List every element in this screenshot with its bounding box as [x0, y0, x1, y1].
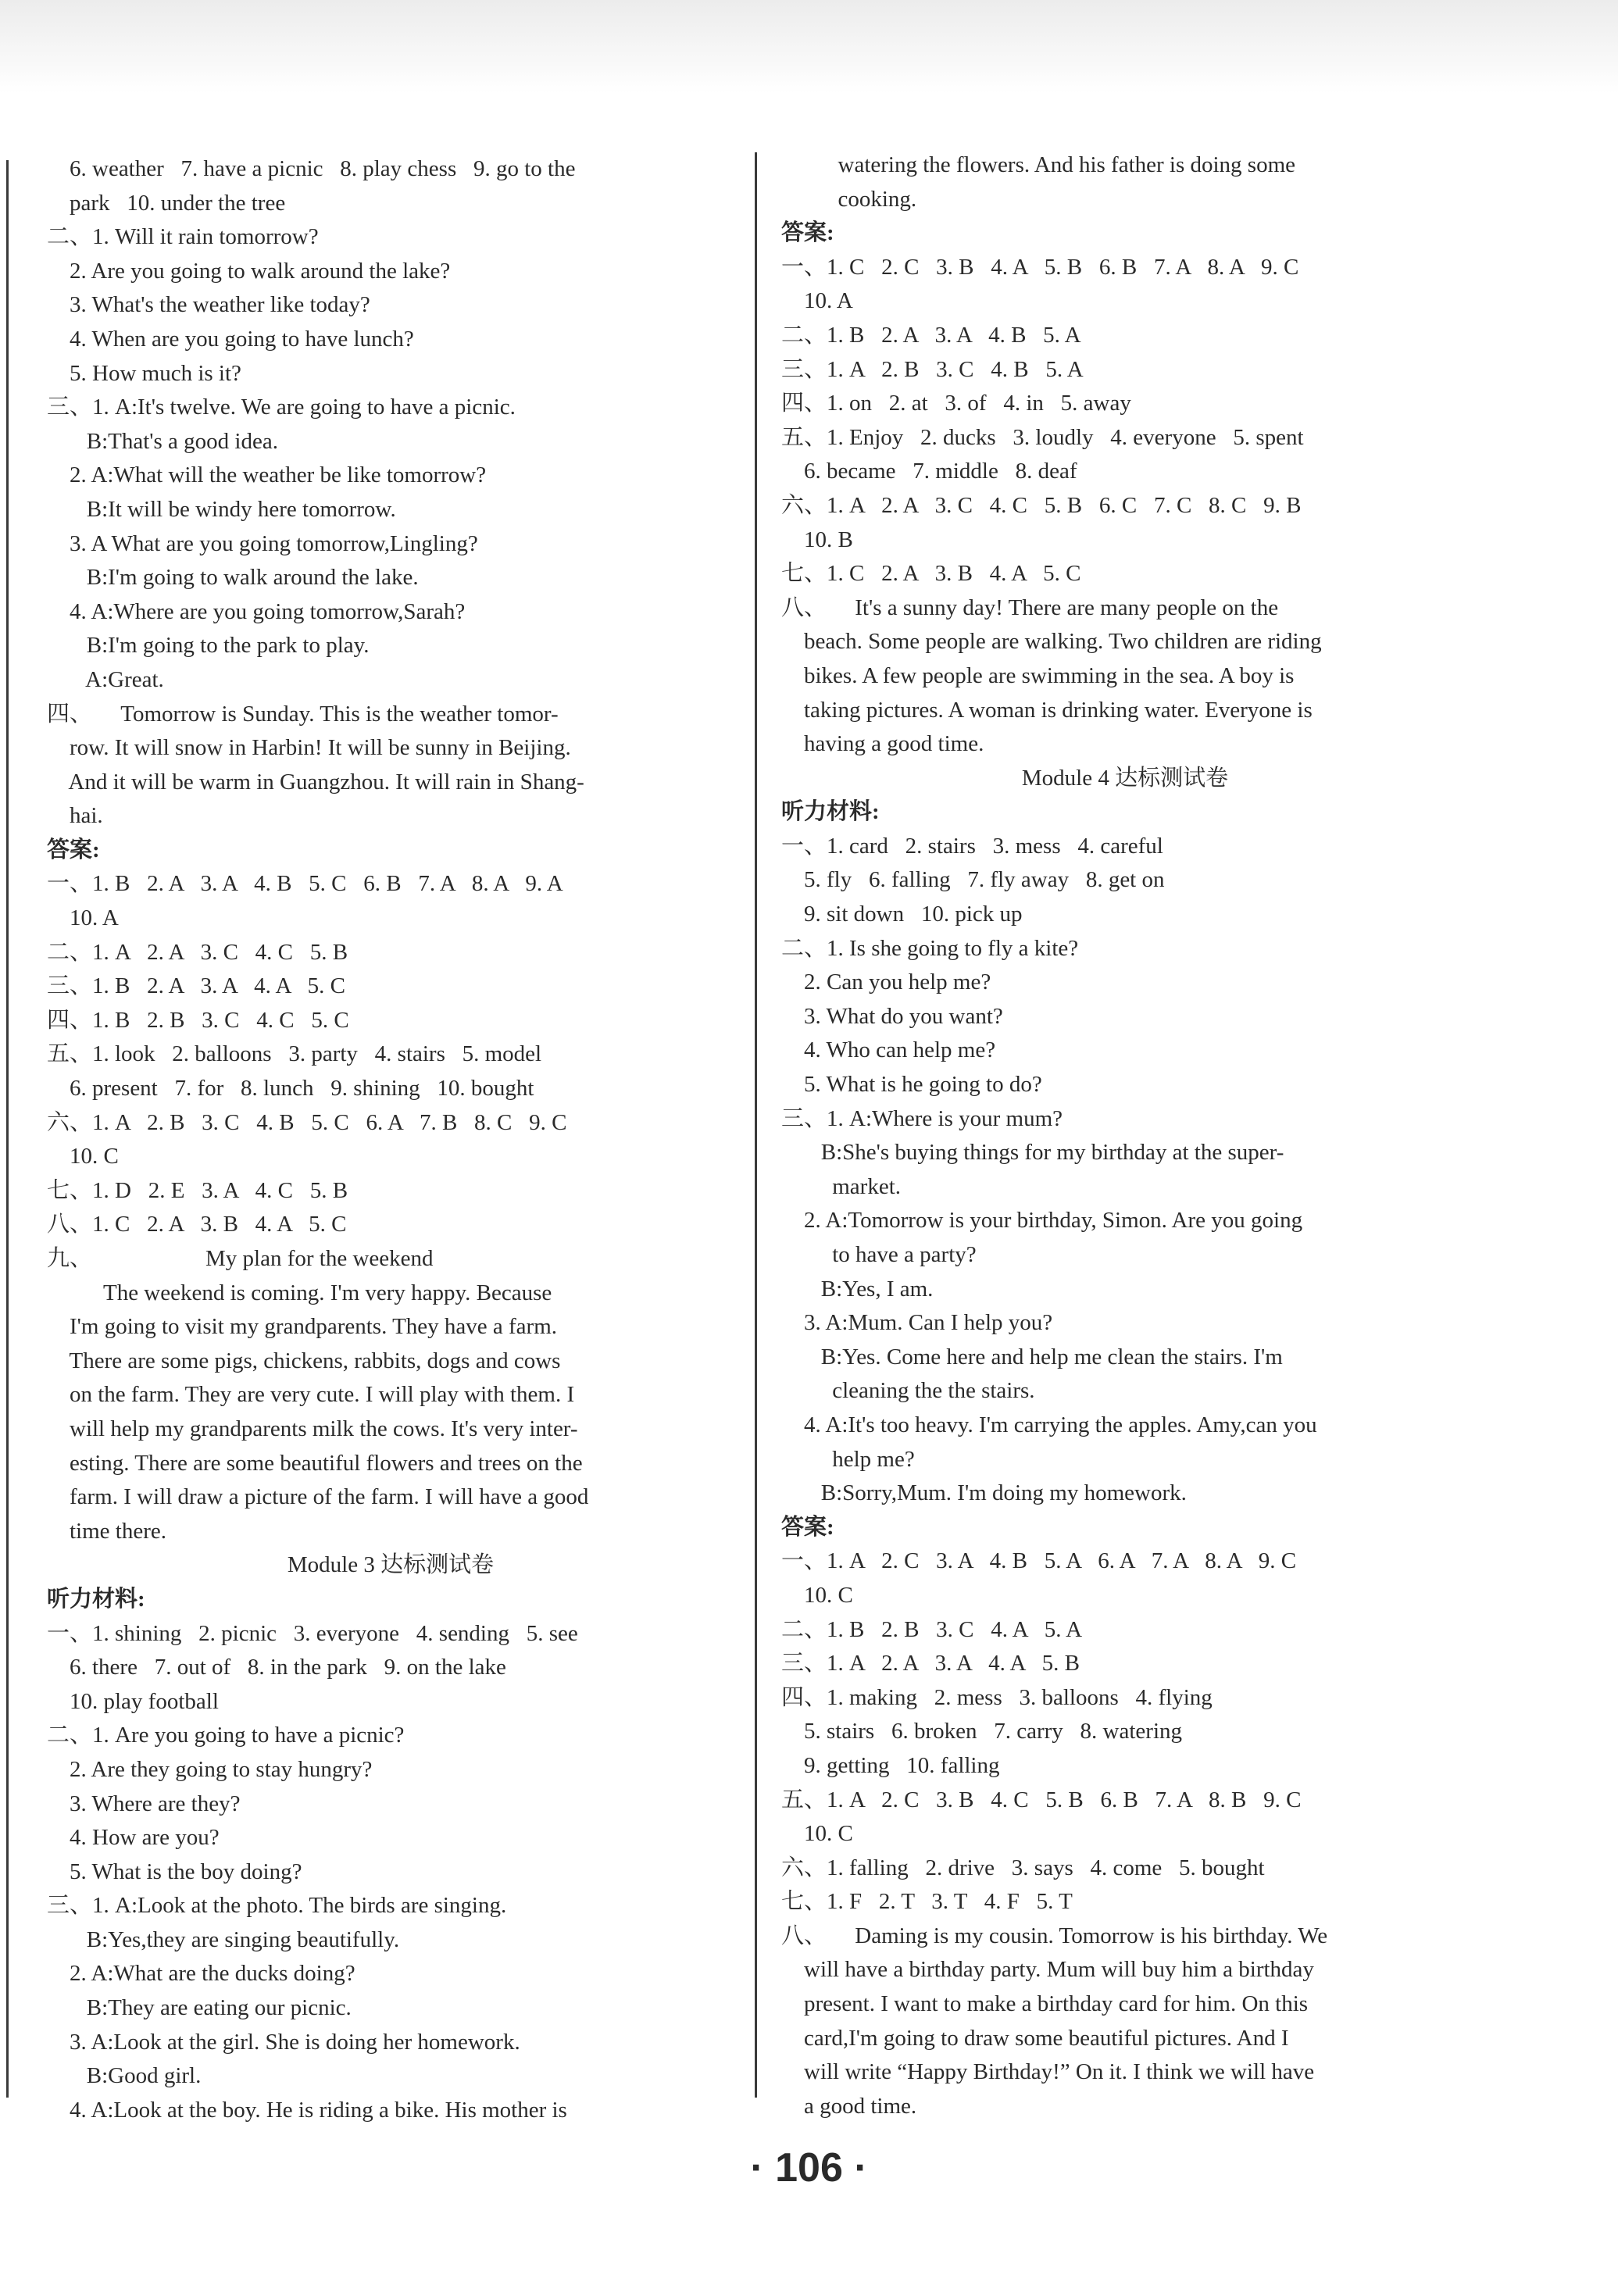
left-line: 10. A: [47, 905, 119, 931]
right-line: 六、1. A 2. A 3. C 4. C 5. B 6. C 7. C 8. C 9. B: [781, 492, 1302, 518]
left-line: 3. A What are you going tomorrow,Lingling?: [47, 530, 478, 556]
right-line: taking pictures. A woman is drinking water. Everyone is: [781, 697, 1313, 723]
left-line: 4. How are you?: [47, 1825, 220, 1851]
right-column: [781, 148, 1469, 2123]
page-number: · 106 ·: [750, 2145, 868, 2191]
page-top-shading: [0, 0, 1618, 94]
right-line: 9. sit down 10. pick up: [781, 902, 1023, 927]
right-line: 四、1. making 2. mess 3. balloons 4. flying: [781, 1684, 1213, 1710]
right-line: 4. Who can help me?: [781, 1037, 996, 1063]
right-line: a good time.: [781, 2093, 917, 2119]
left-line: 三、1. B 2. A 3. A 4. A 5. C: [47, 973, 345, 999]
right-line: will have a birthday party. Mum will buy him a birthday: [781, 1957, 1314, 1983]
left-line: park 10. under the tree: [47, 190, 286, 216]
right-line: B:Sorry,Mum. I'm doing my homework.: [781, 1480, 1187, 1506]
left-column: [47, 152, 734, 2127]
left-line: B:I'm going to walk around the lake.: [47, 565, 419, 591]
left-line: esting. There are some beautiful flowers and trees on the: [47, 1450, 583, 1476]
right-line: 答案:: [781, 220, 834, 246]
left-line: 二、1. A 2. A 3. C 4. C 5. B: [47, 939, 348, 965]
left-line: 10. play football: [47, 1688, 219, 1714]
right-line: will write “Happy Birthday!” On it. I think we will have: [781, 2059, 1315, 2085]
left-line: 5. What is the boy doing?: [47, 1859, 302, 1884]
left-line: 听力材料:: [47, 1586, 145, 1612]
left-line: 二、1. Are you going to have a picnic?: [47, 1723, 405, 1748]
right-line: 三、1. A 2. A 3. A 4. A 5. B: [781, 1651, 1080, 1676]
right-line: 六、1. falling 2. drive 3. says 4. come 5. bought: [781, 1855, 1265, 1880]
right-line: 2. A:Tomorrow is your birthday, Simon. Are you going: [781, 1208, 1303, 1234]
right-line: 4. A:It's too heavy. I'm carrying the apples. Amy,can you: [781, 1412, 1317, 1437]
right-line: 10. C: [781, 1821, 853, 1847]
left-line: B:I'm going to the park to play.: [47, 633, 370, 659]
right-line: watering the flowers. And his father is doing some: [781, 152, 1296, 177]
left-line: on the farm. They are very cute. I will play with them. I: [47, 1382, 575, 1408]
right-line: card,I'm going to draw some beautiful pictures. And I: [781, 2025, 1289, 2051]
left-line: 八、1. C 2. A 3. B 4. A 5. C: [47, 1212, 347, 1237]
left-line: farm. I will draw a picture of the farm. I will have a good: [47, 1484, 589, 1510]
left-line: 答案:: [47, 837, 100, 862]
right-line: B:Yes, I am.: [781, 1276, 934, 1302]
left-margin-rule: [6, 160, 9, 2098]
left-line: 五、1. look 2. balloons 3. party 4. stairs 5. model: [47, 1041, 542, 1067]
left-line: 6. present 7. for 8. lunch 9. shining 10. bought: [47, 1076, 534, 1102]
left-line: There are some pigs, chickens, rabbits, dogs and cows: [47, 1348, 561, 1373]
right-line: 五、1. A 2. C 3. B 4. C 5. B 6. B 7. A 8. B 9. C: [781, 1787, 1302, 1812]
left-line: 一、1. B 2. A 3. A 4. B 5. C 6. B 7. A 8. A 9. A: [47, 871, 563, 897]
right-line: 听力材料:: [781, 799, 880, 825]
left-line: B:That's a good idea.: [47, 428, 278, 454]
right-line: 5. fly 6. falling 7. fly away 8. get on: [781, 867, 1165, 893]
right-line: 二、1. Is she going to fly a kite?: [781, 935, 1079, 961]
left-line: 10. C: [47, 1144, 119, 1169]
right-line: 3. What do you want?: [781, 1003, 1003, 1029]
left-line: I'm going to visit my grandparents. They have a farm.: [47, 1314, 558, 1340]
left-line: B:They are eating our picnic.: [47, 1995, 352, 2021]
left-line: row. It will snow in Harbin! It will be sunny in Beijing.: [47, 735, 571, 761]
left-line: B:It will be windy here tomorrow.: [47, 496, 396, 522]
left-line: 九、 My plan for the weekend: [47, 1246, 434, 1271]
right-line: 答案:: [781, 1514, 834, 1540]
right-line: bikes. A few people are swimming in the sea. A boy is: [781, 662, 1295, 688]
left-line: hai.: [47, 803, 103, 829]
left-line: 二、1. Will it rain tomorrow?: [47, 224, 319, 250]
right-line: help me?: [781, 1446, 915, 1472]
left-line: 3. Where are they?: [47, 1791, 241, 1816]
right-line: cooking.: [781, 186, 917, 212]
right-line: to have a party?: [781, 1242, 977, 1267]
right-line: B:Yes. Come here and help me clean the stairs. I'm: [781, 1344, 1283, 1369]
right-line: 七、1. F 2. T 3. T 4. F 5. T: [781, 1889, 1073, 1915]
left-line: 3. What's the weather like today?: [47, 292, 370, 318]
left-line: 5. How much is it?: [47, 360, 241, 386]
right-line: having a good time.: [781, 731, 984, 757]
right-line: Module 4 达标测试卷: [1021, 765, 1229, 791]
right-line: 9. getting 10. falling: [781, 1752, 1000, 1778]
left-line: 2. Are they going to stay hungry?: [47, 1756, 373, 1782]
right-line: 3. A:Mum. Can I help you?: [781, 1310, 1053, 1336]
left-line: 三、1. A:Look at the photo. The birds are singing.: [47, 1893, 507, 1919]
right-line: beach. Some people are walking. Two children are riding: [781, 629, 1322, 655]
left-line: Module 3 达标测试卷: [287, 1552, 495, 1578]
right-line: 5. What is he going to do?: [781, 1072, 1042, 1098]
right-line: 一、1. C 2. C 3. B 4. A 5. B 6. B 7. A 8. A 9. C: [781, 254, 1299, 280]
right-line: 10. B: [781, 527, 853, 552]
left-line: 三、1. A:It's twelve. We are going to have a picnic.: [47, 395, 516, 420]
right-line: 6. became 7. middle 8. deaf: [781, 459, 1077, 484]
right-line: 七、1. C 2. A 3. B 4. A 5. C: [781, 561, 1081, 587]
left-line: 3. A:Look at the girl. She is doing her homework.: [47, 2029, 520, 2055]
right-line: 二、1. B 2. B 3. C 4. A 5. A: [781, 1616, 1083, 1642]
left-line: 四、1. B 2. B 3. C 4. C 5. C: [47, 1007, 349, 1033]
left-line: 七、1. D 2. E 3. A 4. C 5. B: [47, 1177, 348, 1203]
right-line: 五、1. Enjoy 2. ducks 3. loudly 4. everyone 5. spent: [781, 424, 1304, 450]
right-line: B:She's buying things for my birthday at the super-: [781, 1140, 1284, 1166]
left-line: 4. A:Look at the boy. He is riding a bike. His mother is: [47, 2097, 567, 2123]
left-line: 2. Are you going to walk around the lake?: [47, 258, 451, 284]
right-line: 一、1. card 2. stairs 3. mess 4. careful: [781, 833, 1163, 859]
right-line: 10. C: [781, 1582, 853, 1608]
left-line: 6. weather 7. have a picnic 8. play chess 9. go to the: [47, 156, 576, 181]
left-line: 2. A:What will the weather be like tomorrow?: [47, 462, 487, 488]
left-line: 4. A:Where are you going tomorrow,Sarah?: [47, 598, 466, 624]
left-line: 6. there 7. out of 8. in the park 9. on the lake: [47, 1655, 506, 1680]
right-line: 三、1. A:Where is your mum?: [781, 1105, 1063, 1131]
column-divider: [755, 152, 757, 2098]
right-line: market.: [781, 1173, 902, 1199]
left-line: 2. A:What are the ducks doing?: [47, 1961, 355, 1987]
left-line: time there.: [47, 1518, 167, 1544]
left-line: B:Yes,they are singing beautifully.: [47, 1926, 400, 1952]
right-line: 一、1. A 2. C 3. A 4. B 5. A 6. A 7. A 8. A 9. C: [781, 1548, 1297, 1574]
left-line: 一、1. shining 2. picnic 3. everyone 4. sending 5. see: [47, 1620, 578, 1646]
left-line: 4. When are you going to have lunch?: [47, 326, 414, 352]
left-line: The weekend is coming. I'm very happy. Because: [47, 1280, 552, 1305]
left-line: A:Great.: [47, 666, 164, 692]
right-line: 八、 It's a sunny day! There are many people on the: [781, 595, 1279, 620]
right-line: 5. stairs 6. broken 7. carry 8. watering: [781, 1719, 1183, 1744]
right-line: cleaning the the stairs.: [781, 1378, 1035, 1404]
left-line: 四、 Tomorrow is Sunday. This is the weather tomor-: [47, 701, 559, 727]
left-line: 六、1. A 2. B 3. C 4. B 5. C 6. A 7. B 8. C 9. C: [47, 1109, 567, 1135]
right-line: 2. Can you help me?: [781, 969, 991, 995]
right-line: 三、1. A 2. B 3. C 4. B 5. A: [781, 356, 1084, 382]
left-line: B:Good girl.: [47, 2063, 202, 2089]
left-line: will help my grandparents milk the cows. It's very inter-: [47, 1416, 578, 1441]
right-line: 10. A: [781, 288, 853, 314]
right-line: 八、 Daming is my cousin. Tomorrow is his birthday. We: [781, 1923, 1328, 1948]
right-line: 四、1. on 2. at 3. of 4. in 5. away: [781, 391, 1131, 416]
left-line: And it will be warm in Guangzhou. It will rain in Shang-: [47, 769, 584, 794]
right-line: 二、1. B 2. A 3. A 4. B 5. A: [781, 322, 1081, 348]
right-line: present. I want to make a birthday card for him. On this: [781, 1991, 1309, 2017]
